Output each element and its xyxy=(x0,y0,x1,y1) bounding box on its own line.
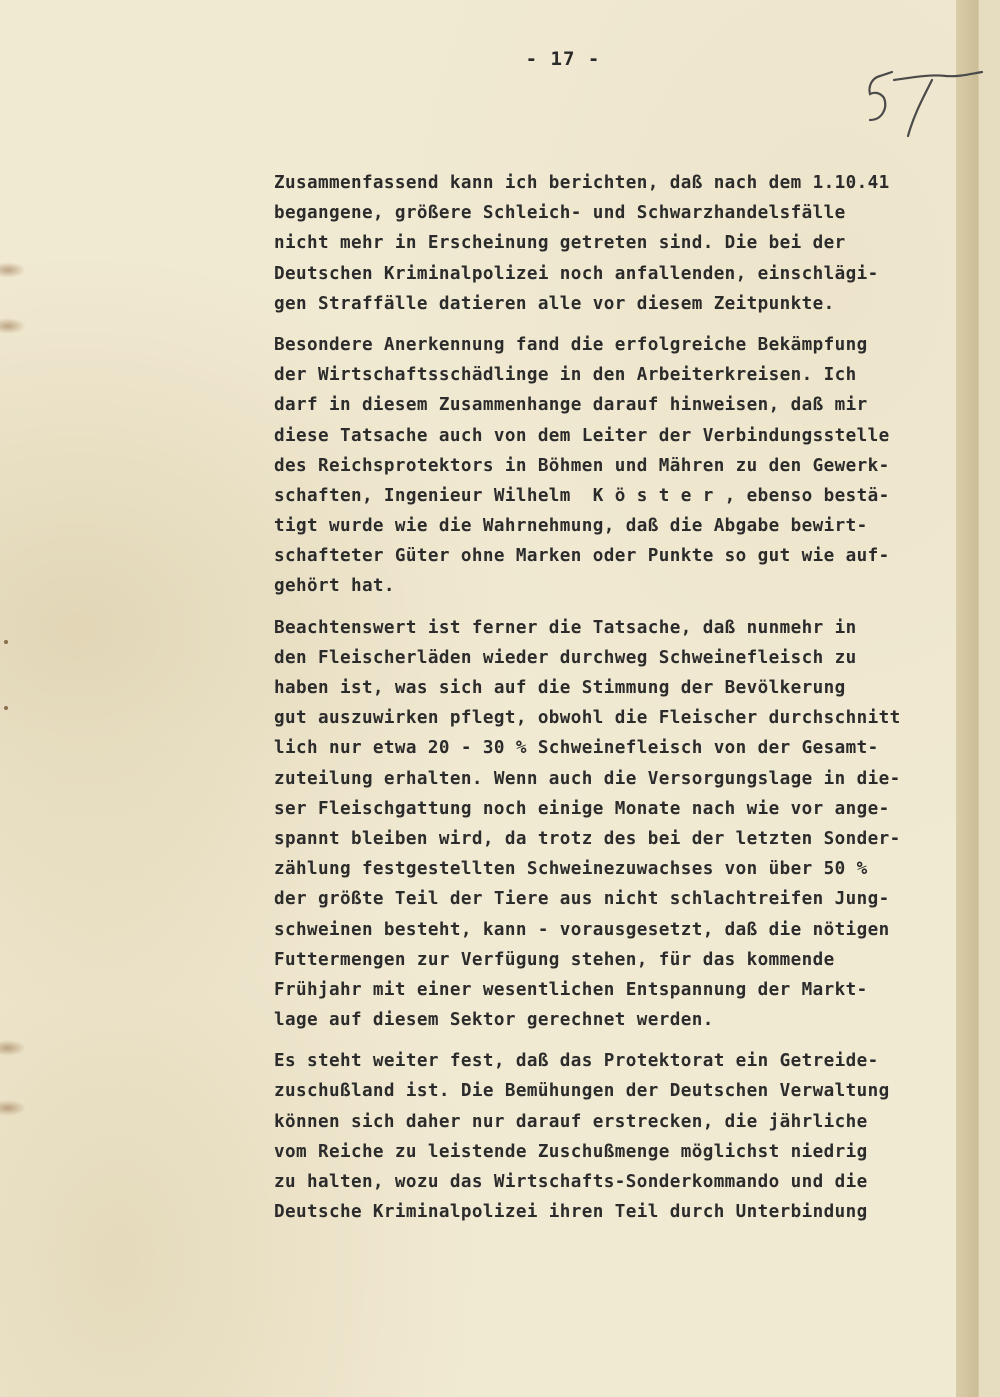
punch-hole-mark xyxy=(0,1040,26,1056)
punch-hole-mark xyxy=(0,1100,26,1116)
text-line: schweinen besteht, kann - vorausgesetzt, daß die nötigen xyxy=(274,919,890,940)
text-line: schaften, Ingenieur Wilhelm K ö s t e r , ebenso bestä- xyxy=(274,485,890,506)
text-line: ser Fleischgattung noch einige Monate nach wie vor ange- xyxy=(274,798,890,819)
paragraph-4 xyxy=(274,1046,974,1227)
paragraph-1 xyxy=(274,168,974,319)
punch-hole-mark xyxy=(0,262,26,278)
text-line: gehört hat. xyxy=(274,576,395,597)
text-line: den Fleischerläden wieder durchweg Schweinefleisch zu xyxy=(274,647,857,668)
text-line: des Reichsprotektors in Böhmen und Mähren zu den Gewerk- xyxy=(274,455,890,476)
paragraph-2 xyxy=(274,330,974,602)
text-line: Deutsche Kriminalpolizei ihren Teil durch Unterbindung xyxy=(274,1202,868,1223)
text-line: Futtermengen zur Verfügung stehen, für das kommende xyxy=(274,949,835,970)
text-line: diese Tatsache auch von dem Leiter der Verbindungsstelle xyxy=(274,425,890,446)
text-line: Frühjahr mit einer wesentlichen Entspannung der Markt- xyxy=(274,979,868,1000)
text-line: begangene, größere Schleich- und Schwarzhandelsfälle xyxy=(274,203,846,224)
text-line: zählung festgestellten Schweinezuwachses von über 50 % xyxy=(274,859,868,880)
handwritten-folio-number xyxy=(858,58,988,148)
text-line: lich nur etwa 20 - 30 % Schweinefleisch von der Gesamt- xyxy=(274,738,879,759)
text-line: vom Reiche zu leistende Zuschußmenge möglichst niedrig xyxy=(274,1141,868,1162)
text-line: tigt wurde wie die Wahrnehmung, daß die Abgabe bewirt- xyxy=(274,516,868,537)
text-line: darf in diesem Zusammenhange darauf hinweisen, daß mir xyxy=(274,395,868,416)
text-line: gut auszuwirken pflegt, obwohl die Fleischer durchschnitt xyxy=(274,708,901,729)
stain-mark xyxy=(4,706,8,710)
text-line: können sich daher nur darauf erstrecken, die jährliche xyxy=(274,1111,868,1132)
text-line: gen Straffälle datieren alle vor diesem Zeitpunkte. xyxy=(274,293,835,314)
text-line: zu halten, wozu das Wirtschafts-Sonderkommando und die xyxy=(274,1172,868,1192)
text-line: schafteter Güter ohne Marken oder Punkte so gut wie auf- xyxy=(274,546,890,567)
text-line: lage auf diesem Sektor gerechnet werden. xyxy=(274,1010,714,1031)
text-line: Beachtenswert ist ferner die Tatsache, daß nunmehr in xyxy=(274,617,857,638)
stain-mark xyxy=(4,640,8,644)
text-line: Besondere Anerkennung fand die erfolgreiche Bekämpfung xyxy=(274,334,868,355)
text-line: zuteilung erhalten. Wenn auch die Versorgungslage in die- xyxy=(274,768,901,789)
text-line: der größte Teil der Tiere aus nicht schlachtreifen Jung- xyxy=(274,889,890,910)
text-line: Es steht weiter fest, daß das Protektorat ein Getreide- xyxy=(274,1051,879,1072)
text-line: haben ist, was sich auf die Stimmung der Bevölkerung xyxy=(274,678,846,698)
text-line: Deutschen Kriminalpolizei noch anfallenden, einschlägi- xyxy=(274,263,879,284)
text-line: nicht mehr in Erscheinung getreten sind. Die bei der xyxy=(274,233,846,254)
page-number: - 17 - xyxy=(525,48,601,70)
body-text xyxy=(274,168,974,1238)
text-line: spannt bleiben wird, da trotz des bei der letzten Sonder- xyxy=(274,828,901,849)
text-line: der Wirtschaftsschädlinge in den Arbeiterkreisen. Ich xyxy=(274,365,857,386)
punch-hole-mark xyxy=(0,318,26,334)
paragraph-3 xyxy=(274,613,974,1036)
text-line: Zusammenfassend kann ich berichten, daß nach dem 1.10.41 xyxy=(274,173,890,193)
text-line: zuschußland ist. Die Bemühungen der Deutschen Verwaltung xyxy=(274,1081,890,1102)
